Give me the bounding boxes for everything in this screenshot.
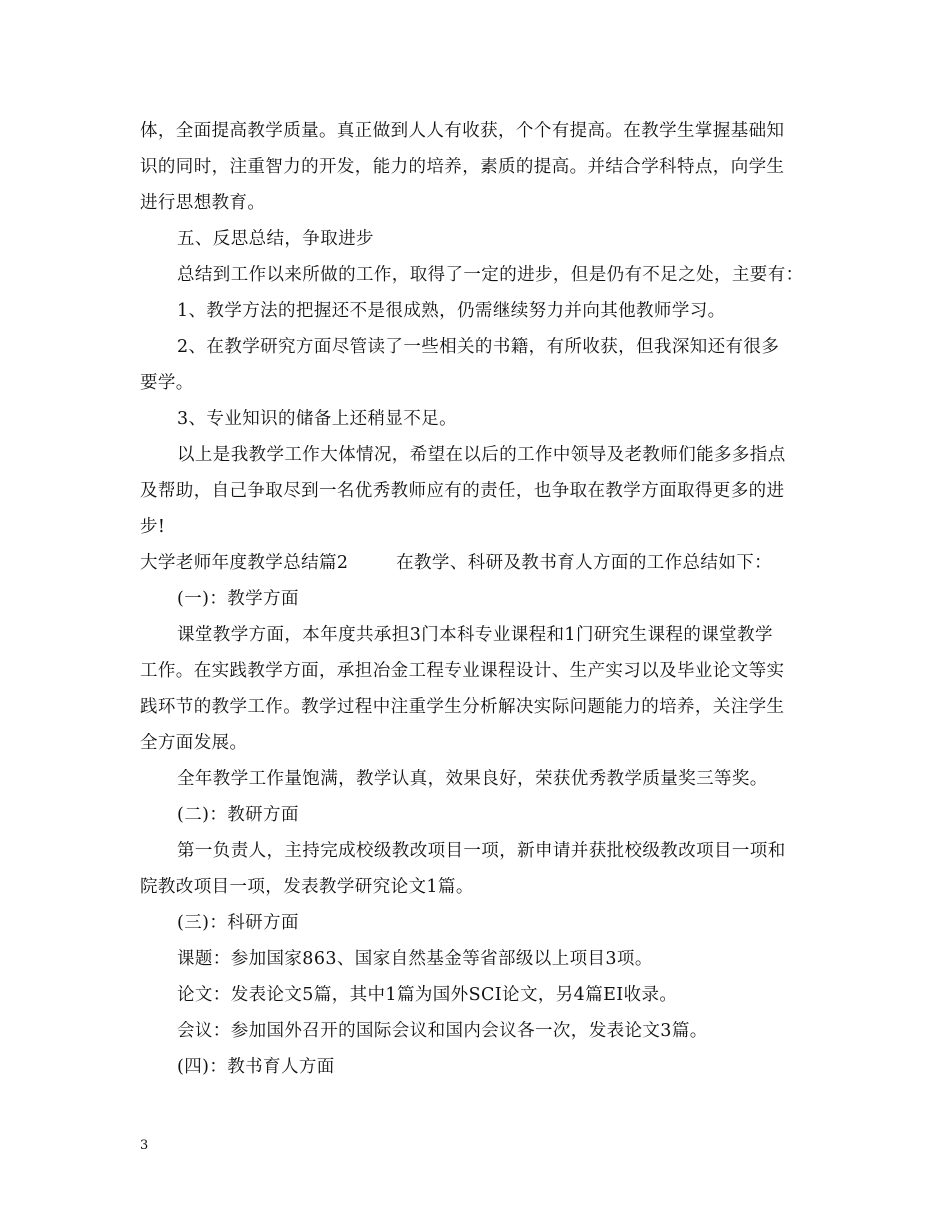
list-item: 1、教学方法的把握还不是很成熟，仍需继续努力并向其他教师学习。: [177, 301, 726, 321]
body-text-line: 全年教学工作量饱满，教学认真，效果良好，荣获优秀教学质量奖三等奖。: [177, 769, 768, 789]
page-number: 3: [140, 1138, 149, 1153]
body-text-line: 工作。在实践教学方面，承担冶金工程专业课程设计、生产实习以及毕业论文等实: [140, 661, 785, 681]
body-text-line: 及帮助，自己争取尽到一名优秀教师应有的责任，也争取在教学方面取得更多的进: [140, 481, 785, 501]
body-text-line: 院教改项目一项，发表教学研究论文1篇。: [140, 877, 474, 897]
section-heading: (一)：教学方面: [177, 589, 299, 609]
list-item: 3、专业知识的储备上还稍显不足。: [177, 409, 458, 429]
body-text-line: 课堂教学方面，本年度共承担3门本科专业课程和1门研究生课程的课堂教学: [177, 625, 773, 645]
body-text-line: 课题：参加国家863、国家自然基金等省部级以上项目3项。: [177, 949, 653, 969]
body-text-line: 会议：参加国外召开的国际会议和国内会议各一次，发表论文3篇。: [177, 1021, 708, 1041]
list-item: 2、在教学研究方面尽管读了一些相关的书籍，有所收获，但我深知还有很多: [177, 337, 780, 357]
body-text-line: 第一负责人，主持完成校级教改项目一项，新申请并获批校级教改项目一项和: [177, 841, 786, 861]
section-heading: (二)：教研方面: [177, 805, 299, 825]
body-text-line: 识的同时，注重智力的开发，能力的培养，素质的提高。并结合学科特点，向学生: [140, 157, 785, 177]
body-text-line: 践环节的教学工作。教学过程中注重学生分析解决实际问题能力的培养，关注学生: [140, 697, 785, 717]
section-heading: 五、反思总结，争取进步: [177, 229, 374, 249]
section-heading: (四)：教书育人方面: [177, 1057, 335, 1077]
body-text-line: 论文：发表论文5篇，其中1篇为国外SCI论文，另4篇EI收录。: [177, 985, 678, 1005]
body-text-line: 要学。: [140, 373, 194, 393]
body-text-line: 以上是我教学工作大体情况，希望在以后的工作中领导及老教师们能多多指点: [177, 445, 786, 465]
body-text-line: 进行思想教育。: [140, 193, 266, 213]
article-title: 大学老师年度教学总结篇2 在教学、科研及教书育人方面的工作总结如下：: [140, 553, 773, 573]
section-heading: (三)：科研方面: [177, 913, 299, 933]
body-text-line: 体，全面提高教学质量。真正做到人人有收获，个个有提高。在教学生掌握基础知: [140, 121, 785, 141]
body-text-line: 总结到工作以来所做的工作，取得了一定的进步，但是仍有不足之处，主要有：: [177, 265, 804, 285]
body-text-line: 步!: [140, 517, 166, 537]
body-text-line: 全方面发展。: [140, 733, 248, 753]
